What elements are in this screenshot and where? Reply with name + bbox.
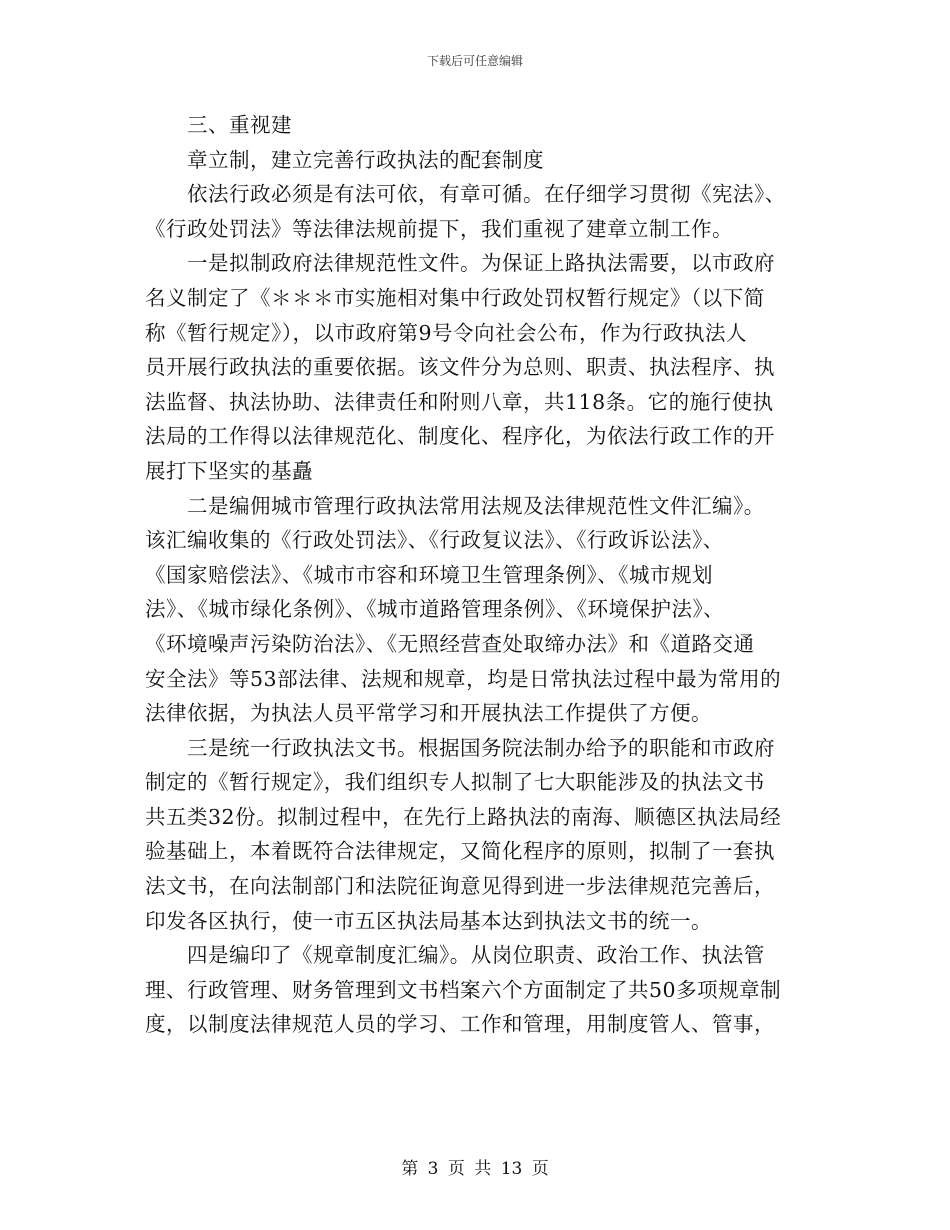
paragraph-line: 《国家赔偿法》、《城市市容和环境卫生管理条例》、《城市规划: [145, 562, 713, 587]
paragraph-line: 安全法》等53部法律、法规和规章，均是日常执法过程中最为常用的: [145, 666, 782, 691]
paragraph-line: 法监督、执法协助、法律责任和附则八章，共118条。它的施行使执: [145, 389, 774, 414]
paragraph-line: 一是拟制政府法律规范性文件。为保证上路执法需要，以市政府: [187, 251, 775, 276]
paragraph-line: 员开展行政执法的重要依据。该文件分为总则、职责、执法程序、执: [145, 355, 775, 380]
paragraph-line: 该汇编收集的《行政处罚法》、《行政复议法》、《行政诉讼法》、: [145, 528, 724, 553]
paragraph-line: 依法行政必须是有法可依，有章可循。在仔细学习贯彻《宪法》、: [187, 182, 786, 207]
paragraph-line: 展打下坚实的基矗: [145, 458, 313, 483]
paragraph-line: 法律依据，为执法人员平常学习和开展执法工作提供了方便。: [145, 701, 712, 726]
paragraph-line: 共五类32份。拟制过程中，在先行上路执法的南海、顺德区执法局经: [145, 804, 782, 829]
paragraph-line: 名义制定了《＊＊＊市实施相对集中行政处罚权暂行规定》（以下简: [145, 285, 765, 310]
paragraph-line: 称《暂行规定》），以市政府第9号令向社会公布，作为行政执法人: [145, 320, 748, 345]
paragraph-line: 印发各区执行，使一市五区执法局基本达到执法文书的统一。: [145, 908, 712, 933]
paragraph-line: 法文书，在向法制部门和法院征询意见得到进一步法律规范完善后，: [145, 874, 775, 899]
paragraph-line: 四是编印了《规章制度汇编》。从岗位职责、政治工作、执法管: [187, 943, 765, 968]
page-header-note: 下载后可任意编辑: [426, 54, 523, 68]
paragraph-line: 法局的工作得以法律规范化、制度化、程序化，为依法行政工作的开: [145, 424, 775, 449]
paragraph-line: 度，以制度法律规范人员的学习、工作和管理，用制度管人、管事，: [145, 1012, 775, 1037]
page-number-footer: 第 3 页 共 13 页: [401, 1159, 549, 1179]
paragraph-line: 《环境噪声污染防治法》、《无照经营查处取缔办法》和《道路交通: [145, 631, 755, 656]
section-heading: 三、重视建: [187, 113, 292, 137]
document-body: [145, 108, 815, 1042]
paragraph-line: 三是统一行政执法文书。根据国务院法制办给予的职能和市政府: [187, 735, 775, 760]
paragraph-line: 制定的《暂行规定》，我们组织专人拟制了七大职能涉及的执法文书: [145, 770, 765, 795]
section-subheading: 章立制，建立完善行政执法的配套制度: [187, 147, 544, 172]
paragraph-line: 验基础上，本着既符合法律规定，又简化程序的原则，拟制了一套执: [145, 839, 775, 864]
paragraph-line: 二是编佣城市管理行政执法常用法规及法律规范性文件汇编》。: [187, 493, 765, 518]
paragraph-line: 《行政处罚法》等法律法规前提下，我们重视了建章立制工作。: [145, 216, 733, 241]
paragraph-line: 法》、《城市绿化条例》、《城市道路管理条例》、《环境保护法》、: [145, 597, 725, 622]
paragraph-line: 理、行政管理、财务管理到文书档案六个方面制定了共50多项规章制: [145, 977, 782, 1002]
